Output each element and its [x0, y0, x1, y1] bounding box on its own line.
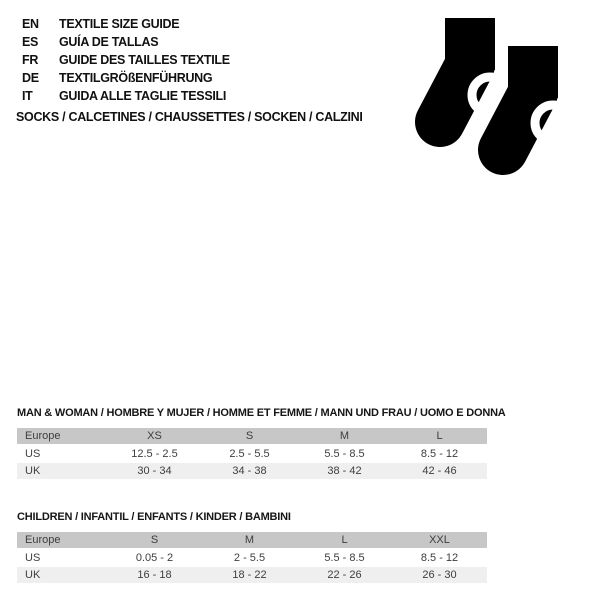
language-row-fr: [22, 51, 230, 69]
row-label-uk: UK: [25, 569, 41, 581]
cell-us-l: 8.5 - 12: [420, 448, 459, 460]
language-row-es: [22, 33, 230, 51]
language-code-es: ES: [22, 35, 39, 49]
row-label-uk: UK: [25, 465, 41, 477]
language-code-en: EN: [22, 17, 39, 31]
cell-us-xxl: 8.5 - 12: [420, 552, 459, 564]
language-list: [22, 15, 230, 105]
cell-us-l: 5.5 - 8.5: [324, 552, 365, 564]
column-header-l: L: [341, 534, 348, 546]
language-code-fr: FR: [22, 53, 39, 67]
cell-uk-s: 16 - 18: [137, 569, 172, 581]
cell-us-m: 2 - 5.5: [233, 552, 266, 564]
language-title-es: GUÍA DE TALLAS: [59, 35, 159, 49]
cell-us-xs: 12.5 - 2.5: [131, 448, 178, 460]
sock-front: [503, 46, 571, 150]
column-header-m: M: [339, 430, 350, 442]
column-header-l: L: [436, 430, 443, 442]
size-table-man-woman: [17, 407, 506, 479]
cell-us-m: 5.5 - 8.5: [324, 448, 365, 460]
table-row-uk: [17, 567, 487, 583]
size-table-children: [17, 511, 487, 583]
column-header-xxl: XXL: [429, 534, 450, 546]
socks-icon: [400, 0, 580, 192]
language-title-it: GUIDA ALLE TAGLIE TESSILI: [59, 89, 227, 103]
cell-uk-xxl: 26 - 30: [422, 569, 457, 581]
table-header-row: [17, 532, 487, 548]
row-label-us: US: [25, 448, 41, 460]
column-header-s: S: [150, 534, 159, 546]
table-grid-children: [17, 532, 487, 583]
column-header-europe: Europe: [25, 430, 61, 442]
table-row-uk: [17, 463, 487, 479]
column-header-s: S: [245, 430, 254, 442]
language-code-it: IT: [22, 89, 33, 103]
table-row-us: [17, 550, 487, 566]
column-header-europe: Europe: [25, 534, 61, 546]
table-title-children: CHILDREN / INFANTIL / ENFANTS / KINDER / BAMBINI: [17, 511, 291, 523]
cell-uk-l: 22 - 26: [327, 569, 362, 581]
language-row-de: [22, 69, 230, 87]
table-header-row: [17, 428, 487, 444]
cell-uk-l: 42 - 46: [422, 465, 457, 477]
cell-us-s: 0.05 - 2: [135, 552, 174, 564]
cell-us-s: 2.5 - 5.5: [229, 448, 270, 460]
row-label-us: US: [25, 552, 41, 564]
cell-uk-m: 38 - 42: [327, 465, 362, 477]
cell-uk-m: 18 - 22: [232, 569, 267, 581]
language-title-de: TEXTILGRÖßENFÜHRUNG: [59, 71, 213, 85]
language-row-en: [22, 15, 230, 33]
language-row-it: [22, 87, 230, 105]
category-title: SOCKS / CALCETINES / CHAUSSETTES / SOCKEN / CALZINI: [16, 110, 363, 124]
cell-uk-xs: 30 - 34: [137, 465, 172, 477]
language-title-fr: GUIDE DES TAILLES TEXTILE: [59, 53, 230, 67]
language-title-en: TEXTILE SIZE GUIDE: [59, 17, 180, 31]
cell-uk-s: 34 - 38: [232, 465, 267, 477]
language-code-de: DE: [22, 71, 39, 85]
table-row-us: [17, 446, 487, 462]
table-grid-man-woman: [17, 428, 487, 479]
column-header-xs: XS: [147, 430, 162, 442]
table-title-man-woman: MAN & WOMAN / HOMBRE Y MUJER / HOMME ET FEMME / MANN UND FRAU / UOMO E DONNA: [17, 407, 506, 419]
column-header-m: M: [244, 534, 255, 546]
